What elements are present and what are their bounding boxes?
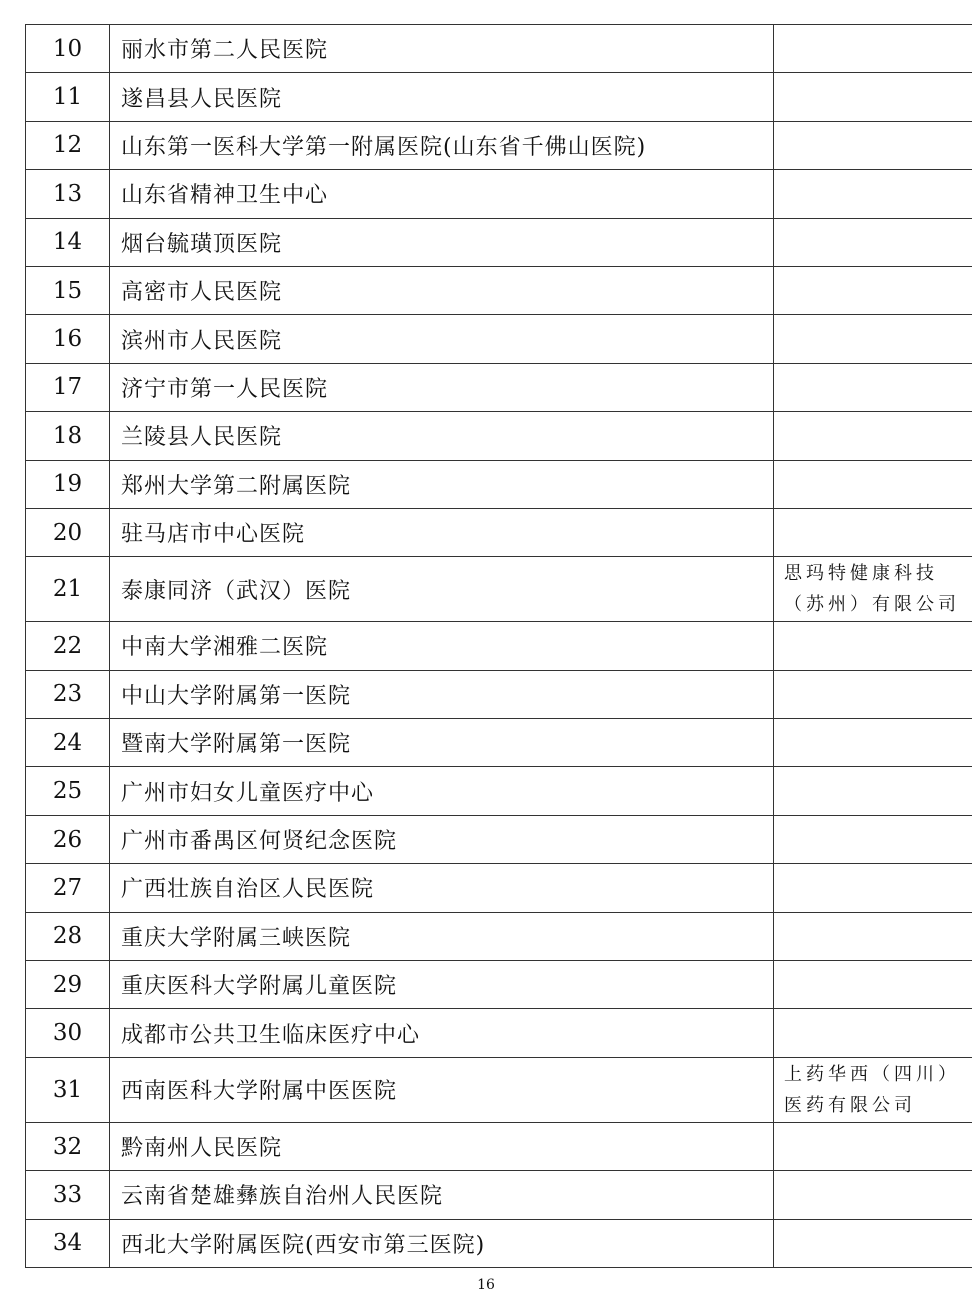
company-name [774, 121, 972, 169]
hospital-table [25, 24, 972, 1268]
row-number: 25 [26, 767, 110, 815]
company-name [774, 1009, 972, 1057]
row-number: 22 [26, 622, 110, 670]
row-number: 20 [26, 508, 110, 556]
row-number: 13 [26, 170, 110, 218]
row-number: 16 [26, 315, 110, 363]
company-name [774, 912, 972, 960]
table-row [26, 1219, 972, 1267]
company-name [774, 315, 972, 363]
table-row [26, 1057, 972, 1122]
row-number: 11 [26, 73, 110, 121]
hospital-name: 重庆医科大学附属儿童医院 [110, 961, 774, 1009]
row-number: 15 [26, 266, 110, 314]
table-row [26, 815, 972, 863]
company-name [774, 412, 972, 460]
table-row [26, 1171, 972, 1219]
table-row [26, 218, 972, 266]
table-row [26, 170, 972, 218]
company-name [774, 864, 972, 912]
row-number: 33 [26, 1171, 110, 1219]
hospital-name: 重庆大学附属三峡医院 [110, 912, 774, 960]
hospital-name: 成都市公共卫生临床医疗中心 [110, 1009, 774, 1057]
company-name [774, 622, 972, 670]
hospital-name: 中南大学湘雅二医院 [110, 622, 774, 670]
hospital-name: 济宁市第一人民医院 [110, 363, 774, 411]
company-name [774, 767, 972, 815]
company-name [774, 815, 972, 863]
table-row [26, 1009, 972, 1057]
hospital-name: 西北大学附属医院(西安市第三医院) [110, 1219, 774, 1267]
hospital-name: 遂昌县人民医院 [110, 73, 774, 121]
row-number: 19 [26, 460, 110, 508]
page-number: 16 [477, 1277, 495, 1293]
hospital-name: 兰陵县人民医院 [110, 412, 774, 460]
company-name [774, 961, 972, 1009]
hospital-name: 云南省楚雄彝族自治州人民医院 [110, 1171, 774, 1219]
table-row [26, 121, 972, 169]
table-body [26, 25, 972, 1268]
row-number: 30 [26, 1009, 110, 1057]
hospital-name: 广西壮族自治区人民医院 [110, 864, 774, 912]
row-number: 18 [26, 412, 110, 460]
hospital-name: 丽水市第二人民医院 [110, 25, 774, 73]
company-name [774, 363, 972, 411]
company-name: 上药华西（四川）医药有限公司 [774, 1057, 972, 1122]
hospital-name: 广州市妇女儿童医疗中心 [110, 767, 774, 815]
table-row [26, 73, 972, 121]
hospital-name: 驻马店市中心医院 [110, 508, 774, 556]
table-row [26, 25, 972, 73]
table-row [26, 767, 972, 815]
table-row [26, 508, 972, 556]
table-row [26, 961, 972, 1009]
hospital-name: 暨南大学附属第一医院 [110, 719, 774, 767]
row-number: 27 [26, 864, 110, 912]
company-name: 思玛特健康科技（苏州）有限公司 [774, 557, 972, 622]
company-name [774, 218, 972, 266]
company-name [774, 73, 972, 121]
table-row [26, 315, 972, 363]
table-row [26, 363, 972, 411]
company-name [774, 508, 972, 556]
row-number: 10 [26, 25, 110, 73]
table-row [26, 622, 972, 670]
row-number: 32 [26, 1122, 110, 1170]
table-row [26, 266, 972, 314]
hospital-name: 西南医科大学附属中医医院 [110, 1057, 774, 1122]
company-name [774, 670, 972, 718]
hospital-name: 山东第一医科大学第一附属医院(山东省千佛山医院) [110, 121, 774, 169]
row-number: 28 [26, 912, 110, 960]
row-number: 34 [26, 1219, 110, 1267]
row-number: 31 [26, 1057, 110, 1122]
table-row [26, 864, 972, 912]
row-number: 29 [26, 961, 110, 1009]
company-name [774, 1219, 972, 1267]
hospital-name: 郑州大学第二附属医院 [110, 460, 774, 508]
hospital-name: 黔南州人民医院 [110, 1122, 774, 1170]
row-number: 26 [26, 815, 110, 863]
hospital-name: 泰康同济（武汉）医院 [110, 557, 774, 622]
hospital-name: 广州市番禺区何贤纪念医院 [110, 815, 774, 863]
row-number: 14 [26, 218, 110, 266]
hospital-name: 中山大学附属第一医院 [110, 670, 774, 718]
hospital-name: 烟台毓璜顶医院 [110, 218, 774, 266]
table-row [26, 1122, 972, 1170]
row-number: 17 [26, 363, 110, 411]
table-row [26, 557, 972, 622]
table-row [26, 460, 972, 508]
row-number: 24 [26, 719, 110, 767]
company-name [774, 719, 972, 767]
table-row [26, 719, 972, 767]
company-name [774, 1171, 972, 1219]
row-number: 23 [26, 670, 110, 718]
company-name [774, 170, 972, 218]
hospital-name: 山东省精神卫生中心 [110, 170, 774, 218]
company-name [774, 25, 972, 73]
company-name [774, 460, 972, 508]
table-row [26, 912, 972, 960]
table-row [26, 412, 972, 460]
table-row [26, 670, 972, 718]
row-number: 12 [26, 121, 110, 169]
hospital-name: 滨州市人民医院 [110, 315, 774, 363]
company-name [774, 266, 972, 314]
hospital-name: 高密市人民医院 [110, 266, 774, 314]
row-number: 21 [26, 557, 110, 622]
company-name [774, 1122, 972, 1170]
